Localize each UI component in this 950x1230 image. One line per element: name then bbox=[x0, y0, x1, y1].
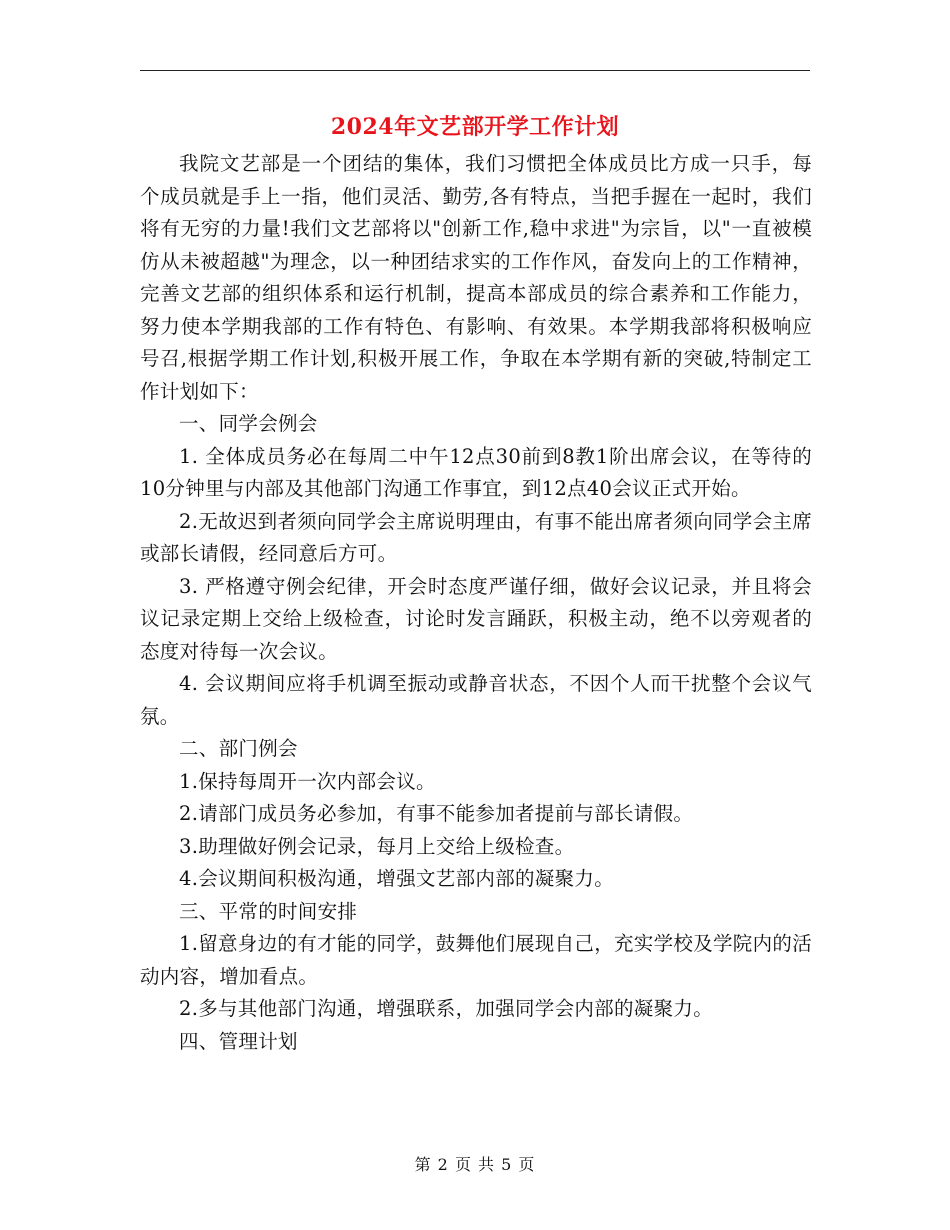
section-2-item-4: 4.会议期间积极沟通，增强文艺部内部的凝聚力。 bbox=[179, 867, 615, 890]
section-heading-2: 二、部门例会 bbox=[179, 737, 298, 760]
section-heading-3: 三、平常的时间安排 bbox=[179, 899, 358, 923]
document-body bbox=[140, 148, 812, 1058]
section-1-item-4: 4. 会议期间应将手机调至振动或静音状态，不因个人而干扰整个会议气氛。 bbox=[140, 672, 812, 728]
section-2-item-3: 3.助理做好例会记录，每月上交给上级检查。 bbox=[179, 834, 575, 858]
section-heading-4: 四、管理计划 bbox=[179, 1029, 298, 1053]
section-heading-1: 一、同学会例会 bbox=[179, 412, 318, 435]
intro-paragraph: 我院文艺部是一个团结的集体，我们习惯把全体成员比方成一只手，每个成员就是手上一指，他们灵活、勤劳,各有特点，当把手握在一起时，我们将有无穷的力量!我们文艺部将以"创新工作,稳中求进"为宗旨，以"一直被模仿从未被超越"为理念，以一种团结求实的工作作风，奋发向上的工作精神，完善文艺部的组织体系和运行机制，提高本部成员的综合素养和工作能力，努力使本学期我部的工作有特色、有影响、有效果。本学期我部将积极响应号召,根据学期工作计划,积极开展工作，争取在本学期有新的突破,特制定工作计划如下： bbox=[140, 152, 812, 403]
section-1-item-3: 3. 严格遵守例会纪律，开会时态度严谨仔细，做好会议记录，并且将会议记录定期上交给上级检查，讨论时发言踊跃，积极主动，绝不以旁观者的态度对待每一次会议。 bbox=[140, 574, 812, 663]
section-3-item-1: 1.留意身边的有才能的同学，鼓舞他们展现自己，充实学校及学院内的活动内容，增加看点。 bbox=[140, 932, 813, 988]
page-footer: 第 2 页 共 5 页 bbox=[414, 1155, 536, 1174]
section-1-item-2: 2.无故迟到者须向同学会主席说明理由，有事不能出席者须向同学会主席或部长请假，经同意后方可。 bbox=[140, 509, 813, 565]
section-2-item-2: 2.请部门成员务必参加，有事不能参加者提前与部长请假。 bbox=[179, 802, 694, 825]
section-1-item-1: 1. 全体成员务必在每周二中午12点30前到8教1阶出席会议，在等待的10分钟里与内部及其他部门沟通工作事宜，到12点40会议正式开始。 bbox=[140, 444, 812, 500]
document-title: 2024年文艺部开学工作计划 bbox=[330, 114, 620, 140]
section-3-item-2: 2.多与其他部门沟通，增强联系，加强同学会内部的凝聚力。 bbox=[179, 997, 714, 1020]
section-2-item-1: 1.保持每周开一次内部会议。 bbox=[179, 769, 436, 793]
header-rule bbox=[140, 70, 810, 71]
